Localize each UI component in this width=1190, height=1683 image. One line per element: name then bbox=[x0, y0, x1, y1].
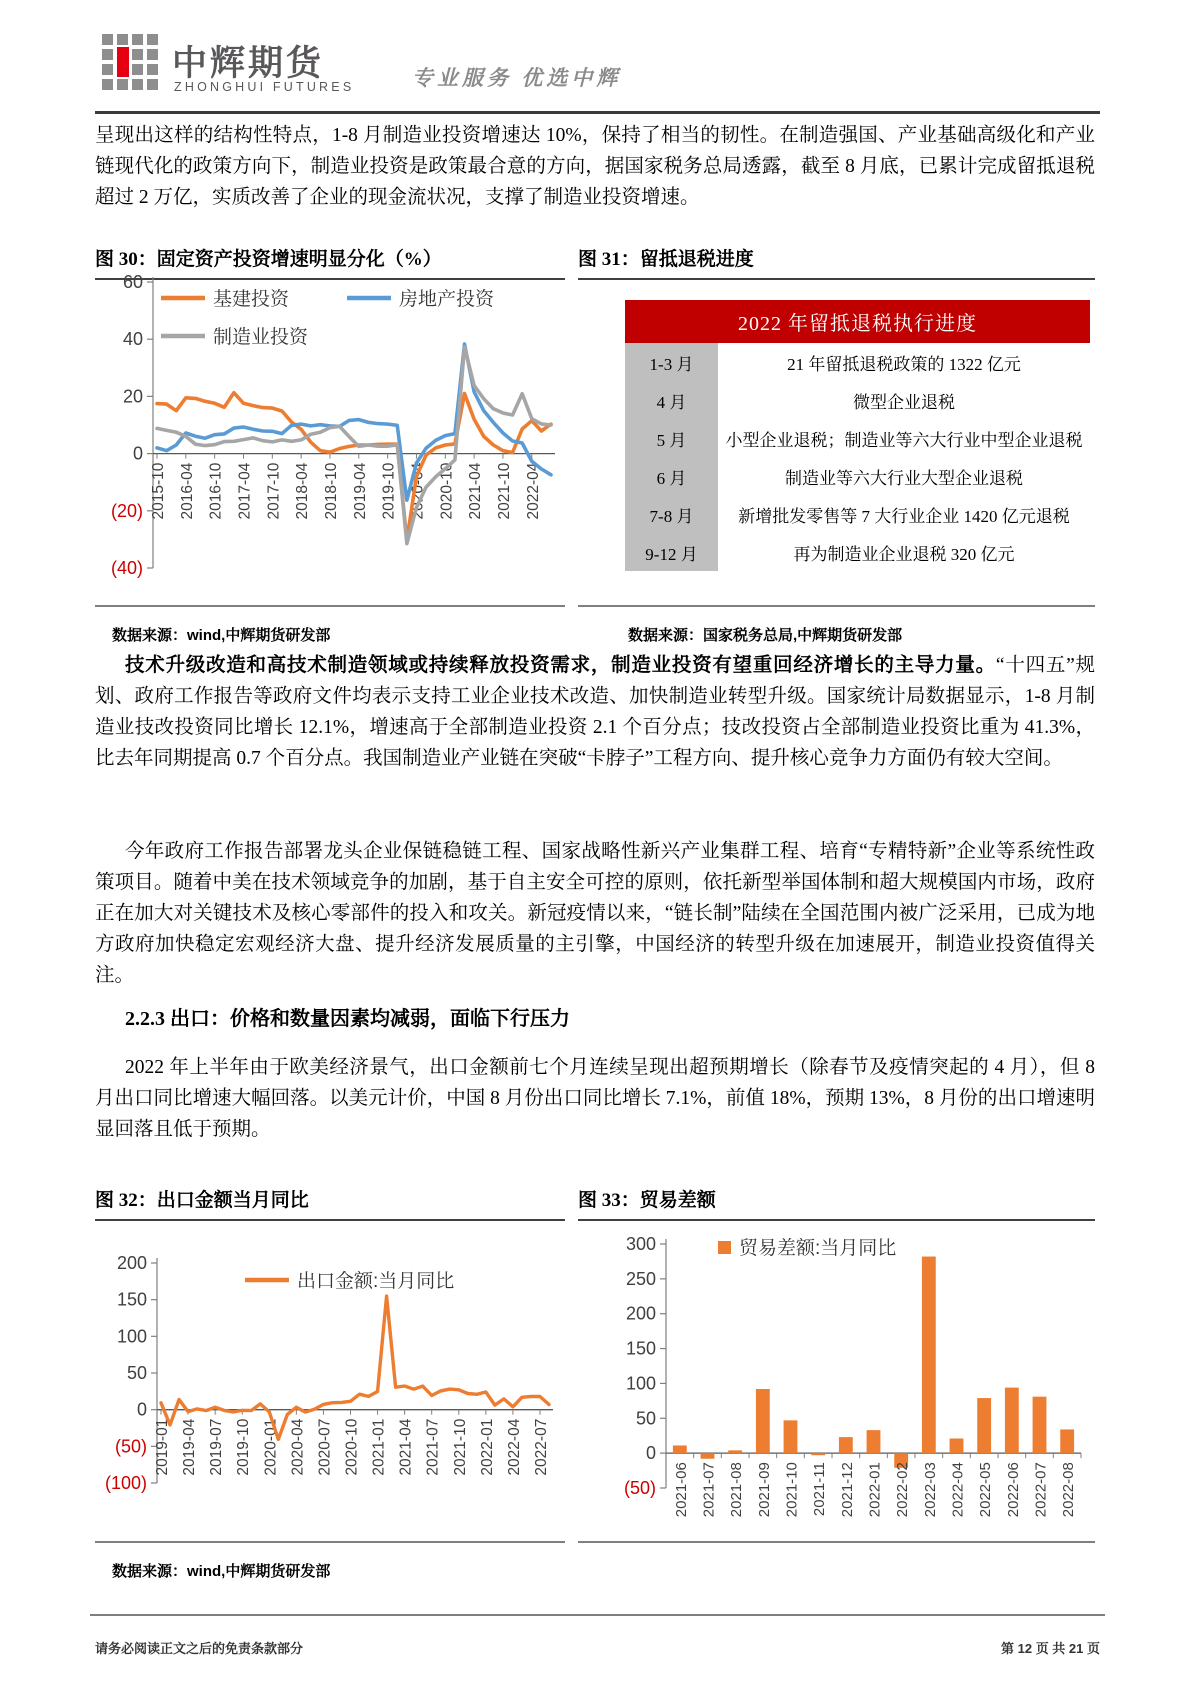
table-cell-period: 6 月 bbox=[625, 457, 718, 495]
bar bbox=[977, 1398, 991, 1453]
bar bbox=[701, 1453, 715, 1459]
table-cell-period: 5 月 bbox=[625, 419, 718, 457]
table-row bbox=[625, 419, 1090, 457]
svg-text:200: 200 bbox=[116, 1253, 147, 1273]
svg-text:2017-04: 2017-04 bbox=[236, 462, 254, 520]
svg-text:40: 40 bbox=[122, 329, 143, 350]
tax-table-body bbox=[625, 343, 1090, 571]
svg-text:60: 60 bbox=[122, 272, 143, 292]
svg-text:2022-07: 2022-07 bbox=[532, 1418, 550, 1476]
svg-text:2019-04: 2019-04 bbox=[351, 462, 369, 520]
bar bbox=[756, 1389, 770, 1453]
svg-text:2022-06: 2022-06 bbox=[1004, 1462, 1022, 1518]
paragraph-3: 今年政府工作报告部署龙头企业保链稳链工程、国家战略性新兴产业集群工程、培育“专精特新”企业等系统性政策项目。随着中美在技术领域竞争的加剧，基于自主安全可控的原则，依托新型举国体制和超大规模国内市场，政府正在加大对关键技术及核心零部件的投入和攻关。新冠疫情以来，“链长制”陆续在全国范围内被广泛采用，已成为地方政府加快稳定宏观经济大盘、提升经济发展质量的主引擎，中国经济的转型升级在加速展开，制造业投资值得关注。 bbox=[95, 841, 1095, 986]
svg-text:2021-08: 2021-08 bbox=[728, 1462, 746, 1518]
table-row bbox=[625, 381, 1090, 419]
footer-page-number: 第 12 页 共 21 页 bbox=[1001, 1641, 1100, 1656]
table-cell-desc: 微型企业退税 bbox=[853, 392, 955, 412]
svg-text:50: 50 bbox=[126, 1363, 147, 1383]
footer-divider bbox=[90, 1614, 1105, 1616]
fig33-title: 图 33：贸易差额 bbox=[578, 1185, 1095, 1221]
bar bbox=[1033, 1397, 1047, 1453]
svg-text:100: 100 bbox=[116, 1326, 147, 1347]
footer-disclaimer: 请务必阅读正文之后的免责条款部分 bbox=[95, 1641, 304, 1656]
svg-text:150: 150 bbox=[625, 1338, 656, 1359]
svg-text:2020-04: 2020-04 bbox=[409, 462, 427, 520]
bar bbox=[922, 1257, 936, 1454]
table-cell-desc: 小型企业退税；制造业等六大行业中型企业退税 bbox=[725, 430, 1083, 450]
legend-label: 房地产投资 bbox=[399, 289, 495, 310]
svg-text:2019-04: 2019-04 bbox=[181, 1418, 199, 1476]
table-row bbox=[625, 457, 1090, 495]
svg-text:2022-02: 2022-02 bbox=[894, 1462, 912, 1518]
svg-text:2021-10: 2021-10 bbox=[495, 462, 513, 520]
table-row bbox=[625, 533, 1090, 571]
bar bbox=[784, 1420, 798, 1453]
section-heading: 2.2.3 出口：价格和数量因素均减弱，面临下行压力 bbox=[125, 1008, 570, 1030]
chart-fixed-asset-investment bbox=[95, 268, 565, 583]
fig30-bottom-divider bbox=[95, 605, 565, 607]
svg-text:2022-01: 2022-01 bbox=[478, 1418, 496, 1476]
svg-text:0: 0 bbox=[136, 1399, 147, 1420]
fig30-source: 数据来源：wind,中辉期货研发部 bbox=[112, 627, 331, 644]
svg-text:100: 100 bbox=[625, 1373, 656, 1394]
svg-text:2019-07: 2019-07 bbox=[208, 1418, 226, 1476]
brand-name-en: ZHONGHUI FUTURES bbox=[174, 80, 355, 94]
svg-text:2022-03: 2022-03 bbox=[921, 1462, 939, 1518]
svg-text:300: 300 bbox=[625, 1234, 656, 1254]
table-cell-period: 4 月 bbox=[625, 381, 718, 419]
svg-text:(100): (100) bbox=[104, 1473, 147, 1493]
bar bbox=[950, 1439, 964, 1454]
bar bbox=[673, 1445, 687, 1453]
table-cell-desc: 新增批发零售等 7 大行业企业 1420 亿元退税 bbox=[738, 506, 1070, 526]
bar bbox=[1005, 1388, 1019, 1454]
svg-text:2015-10: 2015-10 bbox=[150, 462, 167, 520]
svg-text:(20): (20) bbox=[110, 500, 143, 521]
paragraph-2-rest: “十四五”规划、政府工作报告等政府文件均表示支持工业企业技术改造、加快制造业转型升级。国家统计局数据显示，1-8 月制造业技改投资同比增长 12.1%，增速高于全部制造业投资 2.1 个百分点；技改投资占全部制造业投资比重为 41.3%，比去年同期提高 0.7 个百分点。我国制造业产业链在突破“卡脖子”工程方向、提升核心竞争力方面仍有较大空间。 bbox=[95, 655, 1095, 769]
svg-text:2016-10: 2016-10 bbox=[207, 462, 225, 520]
svg-text:(50): (50) bbox=[114, 1436, 147, 1457]
svg-text:2016-04: 2016-04 bbox=[178, 462, 196, 520]
svg-text:2020-04: 2020-04 bbox=[289, 1418, 307, 1476]
brand-name: 中辉期货 bbox=[172, 44, 325, 83]
svg-text:2020-10: 2020-10 bbox=[343, 1418, 361, 1476]
fig31-title: 图 31：留抵退税进度 bbox=[578, 244, 1095, 280]
legend-label: 出口金额:当月同比 bbox=[297, 1271, 455, 1292]
svg-text:2020-01: 2020-01 bbox=[262, 1418, 280, 1476]
svg-text:2022-07: 2022-07 bbox=[1032, 1462, 1050, 1518]
zhonghui-logo-icon bbox=[102, 34, 160, 92]
brand-slogan: 专业服务 优选中辉 bbox=[412, 66, 622, 90]
paragraph-1: 呈现出这样的结构性特点，1-8 月制造业投资增速达 10%，保持了相当的韧性。在制造强国、产业基础高级化和产业链现代化的政策方向下，制造业投资是政策最合意的方向，据国家税务总局透露，截至 8 月底，已累计完成留抵退税超过 2 万亿，实质改善了企业的现金流状况，支撑了制造业投资增速。 bbox=[95, 125, 1095, 208]
svg-text:2019-10: 2019-10 bbox=[380, 462, 398, 520]
chart-trade-balance bbox=[600, 1218, 1095, 1533]
svg-text:50: 50 bbox=[635, 1408, 656, 1429]
svg-text:2019-01: 2019-01 bbox=[154, 1418, 171, 1476]
svg-text:2021-10: 2021-10 bbox=[783, 1462, 801, 1518]
svg-text:2021-04: 2021-04 bbox=[467, 462, 485, 520]
svg-text:2022-05: 2022-05 bbox=[977, 1462, 995, 1518]
svg-text:2021-10: 2021-10 bbox=[451, 1418, 469, 1476]
svg-text:(40): (40) bbox=[110, 558, 143, 578]
tax-table-header: 2022 年留抵退税执行进度 bbox=[625, 300, 1090, 343]
svg-text:2021-04: 2021-04 bbox=[397, 1418, 415, 1476]
paragraph-2 bbox=[95, 650, 1095, 774]
svg-text:150: 150 bbox=[116, 1289, 147, 1310]
legend-label: 基建投资 bbox=[213, 289, 290, 310]
svg-text:2022-01: 2022-01 bbox=[866, 1462, 884, 1518]
fig32-bottom-divider bbox=[95, 1541, 565, 1543]
table-cell-period: 1-3 月 bbox=[625, 343, 718, 381]
svg-text:250: 250 bbox=[625, 1268, 656, 1289]
svg-text:2021-06: 2021-06 bbox=[672, 1462, 690, 1518]
series-line bbox=[161, 1296, 549, 1439]
table-cell-desc: 制造业等六大行业大型企业退税 bbox=[785, 468, 1023, 488]
svg-text:200: 200 bbox=[625, 1303, 656, 1324]
tax-rebate-table bbox=[625, 300, 1090, 571]
legend-swatch bbox=[718, 1241, 731, 1254]
fig32-source: 数据来源：wind,中辉期货研发部 bbox=[112, 1563, 331, 1580]
svg-text:2017-10: 2017-10 bbox=[265, 462, 283, 520]
fig31-source: 数据来源：国家税务总局,中辉期货研发部 bbox=[628, 627, 903, 644]
paragraph-2-bold: 技术升级改造和高技术制造领域或持续释放投资需求，制造业投资有望重回经济增长的主导力量。 bbox=[125, 655, 996, 676]
svg-text:2018-10: 2018-10 bbox=[322, 462, 340, 520]
fig30-title: 图 30：固定资产投资增速明显分化（%） bbox=[95, 244, 565, 280]
legend-label: 制造业投资 bbox=[213, 327, 309, 348]
table-cell-period: 7-8 月 bbox=[625, 495, 718, 533]
svg-text:0: 0 bbox=[645, 1443, 656, 1464]
table-cell-desc: 再为制造业企业退税 320 亿元 bbox=[793, 544, 1015, 564]
fig32-title: 图 32：出口金额当月同比 bbox=[95, 1185, 565, 1221]
chart-export-yoy bbox=[95, 1218, 565, 1518]
table-cell-period: 9-12 月 bbox=[625, 533, 718, 571]
svg-text:2021-07: 2021-07 bbox=[700, 1462, 718, 1518]
svg-text:(50): (50) bbox=[623, 1478, 656, 1498]
svg-text:2019-10: 2019-10 bbox=[235, 1418, 253, 1476]
bar bbox=[811, 1453, 825, 1455]
svg-text:2021-07: 2021-07 bbox=[424, 1418, 442, 1476]
table-row bbox=[625, 495, 1090, 533]
header-divider bbox=[95, 111, 1100, 114]
svg-text:2022-04: 2022-04 bbox=[505, 1418, 523, 1476]
svg-text:2022-08: 2022-08 bbox=[1060, 1462, 1078, 1518]
fig33-bottom-divider bbox=[578, 1541, 1095, 1543]
table-cell-desc: 21 年留抵退税政策的 1322 亿元 bbox=[787, 354, 1021, 374]
svg-text:2021-01: 2021-01 bbox=[370, 1418, 388, 1476]
svg-text:2021-11: 2021-11 bbox=[811, 1462, 829, 1517]
svg-text:2021-12: 2021-12 bbox=[838, 1462, 856, 1518]
table-row bbox=[625, 343, 1090, 381]
legend-label: 贸易差额:当月同比 bbox=[739, 1238, 897, 1259]
svg-text:2020-10: 2020-10 bbox=[438, 462, 456, 520]
svg-text:20: 20 bbox=[122, 386, 143, 407]
bar bbox=[839, 1437, 853, 1453]
svg-text:2021-09: 2021-09 bbox=[755, 1462, 773, 1518]
bar bbox=[728, 1450, 742, 1453]
svg-text:2022-04: 2022-04 bbox=[949, 1462, 967, 1518]
svg-text:2018-04: 2018-04 bbox=[294, 462, 312, 520]
svg-text:0: 0 bbox=[132, 443, 143, 464]
svg-text:2020-07: 2020-07 bbox=[316, 1418, 334, 1476]
bar bbox=[1060, 1429, 1074, 1453]
fig31-bottom-divider bbox=[578, 605, 1095, 607]
paragraph-4: 2022 年上半年由于欧美经济景气，出口金额前七个月连续呈现出超预期增长（除春节及疫情突起的 4 月），但 8 月出口同比增速大幅回落。以美元计价，中国 8 月份出口同比增长 7.1%，前值 18%，预期 13%，8 月份的出口增速明显回落且低于预期。 bbox=[95, 1057, 1095, 1140]
svg-text:2022-04: 2022-04 bbox=[524, 462, 542, 520]
bar bbox=[867, 1430, 881, 1453]
